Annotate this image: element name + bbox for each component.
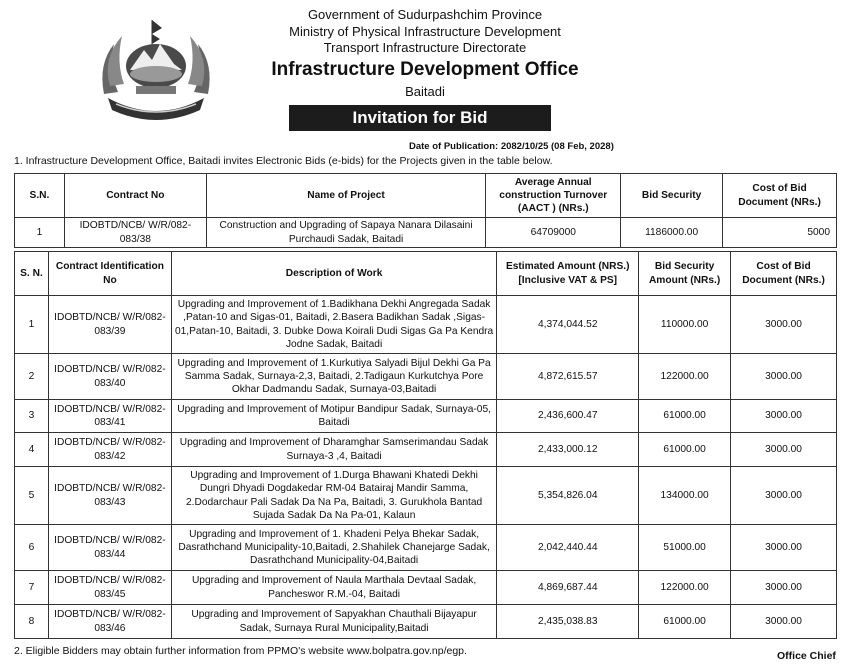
col-bid-doc-cost: Cost of Bid Document (NRs.) [723,174,837,218]
cell-estimated-amount: 2,435,038.83 [497,605,639,639]
publication-date: Date of Publication: 2082/10/25 (08 Feb, 2028) [409,141,614,152]
cell-bid-security: 110000.00 [639,296,731,354]
cell-estimated-amount: 4,869,687.44 [497,571,639,605]
cell-sn: 7 [15,571,49,605]
cell-contract-id: IDOBTD/NCB/ W/R/082-083/40 [48,354,171,400]
cell-bid-security: 122000.00 [639,354,731,400]
signature-title: Office Chief [777,650,836,662]
cell-bid-security: 61000.00 [639,605,731,639]
col-sn: S. N. [15,252,49,296]
intro-text: 1. Infrastructure Development Office, Baitadi invites Electronic Bids (e-bids) for the Projects given in the table below. [14,155,553,167]
office-location: Baitadi [405,84,445,99]
col-aact: Average Annual construction Turnover (AACT ) (NRs.) [486,174,621,218]
cell-bid-security: 61000.00 [639,400,731,433]
emblem-icon [94,14,218,122]
cell-sn: 1 [15,296,49,354]
cell-bid-security: 122000.00 [639,571,731,605]
cell-contract-id: IDOBTD/NCB/ W/R/082-083/44 [48,525,171,571]
table-row [15,400,837,433]
cell-description: Upgrading and Improvement of Dharamghar Samserimandau Sadak Surnaya-3 ,4, Baitadi [171,433,496,467]
cell-contract-id: IDOBTD/NCB/ W/R/082-083/42 [48,433,171,467]
cell-description: Upgrading and Improvement of 1.Badikhana Dekhi Angregada Sadak ,Patan-10 and Sigas-01, Baitadi, 2.Basera Badikhan Sadak ,Sigas-01,Patan-10, Baitadi, 3. Dubke Dowa Koirali Dudi Sigas Ga Pa Kendra Jodne Sadak, Baitadi [171,296,496,354]
contract-table-1 [14,173,837,248]
contract-table-2 [14,251,837,639]
cell-contract-id: IDOBTD/NCB/ W/R/082-083/39 [48,296,171,354]
cell-bid-doc-cost: 3000.00 [731,433,837,467]
ministry-name: Ministry of Physical Infrastructure Development [289,24,561,39]
cell-bid-doc-cost: 3000.00 [731,400,837,433]
cell-sn: 6 [15,525,49,571]
cell-sn: 4 [15,433,49,467]
cell-estimated-amount: 5,354,826.04 [497,467,639,525]
table-row [15,218,837,248]
col-bid-security: Bid Security [621,174,723,218]
table-row [15,571,837,605]
col-bid-doc-cost: Cost of Bid Document (NRs.) [731,252,837,296]
table-header-row [15,252,837,296]
col-description: Description of Work [171,252,496,296]
cell-bid-security: 61000.00 [639,433,731,467]
cell-project-name: Construction and Upgrading of Sapaya Nanara Dilasaini Purchaudi Sadak, Baitadi [206,218,486,248]
cell-bid-doc-cost: 3000.00 [731,296,837,354]
cell-bid-doc-cost: 3000.00 [731,354,837,400]
cell-contract-id: IDOBTD/NCB/ W/R/082-083/46 [48,605,171,639]
col-contract-no: Contract No [64,174,206,218]
footer-note: 2. Eligible Bidders may obtain further information from PPMO's website www.bolpatra.gov.np/egp. [14,645,467,657]
table-row [15,605,837,639]
cell-estimated-amount: 2,433,000.12 [497,433,639,467]
cell-estimated-amount: 2,042,440.44 [497,525,639,571]
cell-description: Upgrading and Improvement of Naula Marthala Devtaal Sadak, Pancheswor R.M.-04, Baitadi [171,571,496,605]
invitation-banner: Invitation for Bid [289,105,551,131]
table-row [15,433,837,467]
cell-bid-security: 51000.00 [639,525,731,571]
table-row [15,354,837,400]
cell-sn: 5 [15,467,49,525]
table-row [15,296,837,354]
cell-contract-id: IDOBTD/NCB/ W/R/082-083/43 [48,467,171,525]
cell-contract-no: IDOBTD/NCB/ W/R/082-083/38 [64,218,206,248]
cell-description: Upgrading and Improvement of 1.Durga Bhawani Khatedi Dekhi Dungri Dhyadi Dogdakedar RM-04 Batairaj Mandir Samma, 2.Dodarchaur Pali Sadak Da Na Pa, Baitadi, 3. Gurukhola Bantad Sujada Sadak Da Na Pa-01, Kalaun [171,467,496,525]
col-estimated-amount: Estimated Amount (NRS.) [Inclusive VAT & PS] [497,252,639,296]
cell-aact: 64709000 [486,218,621,248]
cell-bid-doc-cost: 3000.00 [731,571,837,605]
cell-sn: 3 [15,400,49,433]
cell-contract-id: IDOBTD/NCB/ W/R/082-083/45 [48,571,171,605]
cell-sn: 2 [15,354,49,400]
directorate-name: Transport Infrastructure Directorate [323,40,527,55]
cell-description: Upgrading and Improvement of Sapyakhan Chauthali Bijayapur Sadak, Surnaya Rural Municipality,Baitadi [171,605,496,639]
cell-sn: 8 [15,605,49,639]
office-name: Infrastructure Development Office [271,59,579,80]
cell-bid-security: 134000.00 [639,467,731,525]
table-row [15,467,837,525]
cell-estimated-amount: 4,374,044.52 [497,296,639,354]
cell-description: Upgrading and Improvement of Motipur Bandipur Sadak, Surnaya-05, Baitadi [171,400,496,433]
cell-bid-doc-cost: 3000.00 [731,467,837,525]
cell-sn: 1 [15,218,65,248]
col-project-name: Name of Project [206,174,486,218]
cell-bid-doc-cost: 3000.00 [731,605,837,639]
cell-bid-doc-cost: 5000 [723,218,837,248]
cell-estimated-amount: 4,872,615.57 [497,354,639,400]
cell-bid-security: 1186000.00 [621,218,723,248]
col-sn: S.N. [15,174,65,218]
col-bid-security: Bid Security Amount (NRs.) [639,252,731,296]
government-name: Government of Sudurpashchim Province [307,7,543,22]
table-header-row [15,174,837,218]
cell-description: Upgrading and Improvement of 1. Khadeni Pelya Bhekar Sadak, Dasrathchand Municipality-10,Baitadi, 2.Shahilek Chanejarge Sadak, Dasrathchand Municipality-04,Baitadi [171,525,496,571]
cell-contract-id: IDOBTD/NCB/ W/R/082-083/41 [48,400,171,433]
col-contract-id: Contract Identification No [48,252,171,296]
table-row [15,525,837,571]
cell-bid-doc-cost: 3000.00 [731,525,837,571]
cell-description: Upgrading and Improvement of 1.Kurkutiya Salyadi Bijul Dekhi Ga Pa Samma Sadak, Surnaya-2,3, Baitadi, 2.Tadigaun Kurkutchya Pore Okhar Dadmandu Sadak, Surnaya-03,Baitadi [171,354,496,400]
cell-estimated-amount: 2,436,600.47 [497,400,639,433]
